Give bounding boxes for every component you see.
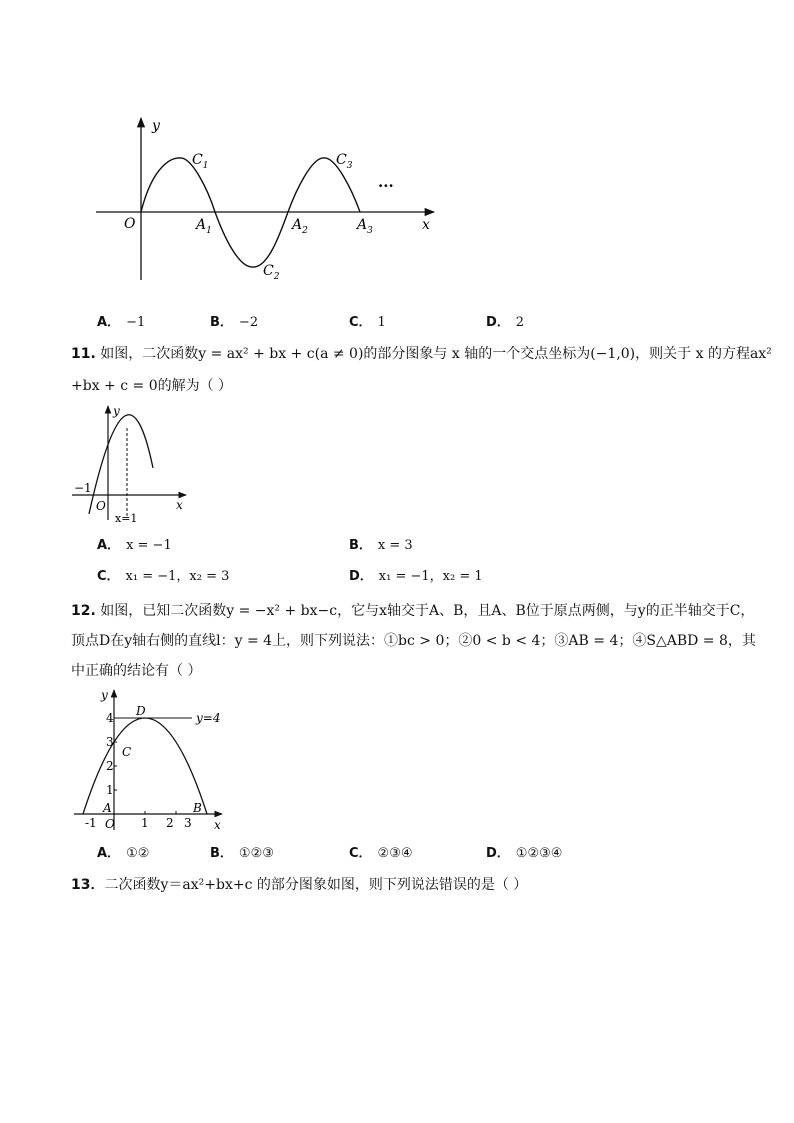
q12-stem-line1: 12. 如图，已知二次函数y = −x² + bx−c，它与x轴交于A、B，且A、B位于原点两侧，与y的正半轴交于C， <box>71 603 755 619</box>
q11-axis-y-label: y <box>113 404 120 418</box>
q12-ytick-label-4: 4 <box>106 711 114 725</box>
q10-ellipsis: ... <box>378 173 394 191</box>
q10-option-b[interactable]: B． −2 <box>210 315 259 330</box>
q12-point-a: A <box>103 801 112 815</box>
q10-option-c[interactable]: C． 1 <box>349 315 386 330</box>
q12-option-a[interactable]: A． ①② <box>97 846 150 861</box>
q12-point-b: B <box>193 801 202 815</box>
q12-xtick-label-3: 3 <box>184 816 192 830</box>
q10-label-a3: $A_3$ <box>357 217 373 236</box>
q12-parabola <box>83 718 207 814</box>
q11-graph <box>70 400 195 525</box>
q12-origin-label: O <box>105 817 115 831</box>
q12-xtick-label-2: 2 <box>166 816 174 830</box>
q12-axis-x-label: x <box>214 818 221 832</box>
q10-label-c3: $C_3$ <box>336 152 353 171</box>
q12-option-d[interactable]: D． ①②③④ <box>486 846 563 861</box>
q12-graph <box>70 684 230 832</box>
q11-stem-line1: 11. 如图，二次函数y = ax² + bx + c(a ≠ 0)的部分图象与 x 轴的一个交点坐标为(−1,0)，则关于 x 的方程ax² <box>71 346 772 362</box>
q12-stem-line3: 中正确的结论有（ ） <box>71 663 202 679</box>
q11-option-c[interactable]: C． x₁ = −1，x₂ = 3 <box>97 569 230 584</box>
q10-axis-y-label: y <box>152 118 160 134</box>
q11-origin-label: O <box>96 499 106 513</box>
q10-label-c2: $C_2$ <box>263 263 280 282</box>
q11-option-a[interactable]: A． x = −1 <box>97 538 172 553</box>
q11-axis-line-label: x=1 <box>115 512 138 525</box>
q10-label-a1: $A_1$ <box>196 217 212 236</box>
q12-option-b[interactable]: B． ①②③ <box>210 846 274 861</box>
q10-graph <box>90 112 450 292</box>
q12-xtick-label-neg1: -1 <box>85 816 97 830</box>
q10-label-a2: $A_2$ <box>292 217 308 236</box>
q13-stem-line1: 13．二次函数y＝ax²+bx+c 的部分图象如图，则下列说法错误的是（ ） <box>71 877 528 893</box>
q11-axis-x-label: x <box>176 498 183 512</box>
q12-ytick-label-3: 3 <box>106 735 114 749</box>
q10-origin-label: O <box>124 216 136 232</box>
q10-option-d[interactable]: D． 2 <box>486 315 525 330</box>
q11-option-b[interactable]: B． x = 3 <box>349 538 413 553</box>
q11-neg1-label: −1 <box>74 481 92 495</box>
q12-point-d: D <box>136 704 146 718</box>
q12-line-label: y=4 <box>196 711 221 725</box>
q12-xtick-label-1: 1 <box>141 816 149 830</box>
q11-stem-line2: +bx + c = 0的解为（ ） <box>71 378 233 394</box>
q12-ytick-label-1: 1 <box>106 783 114 797</box>
q10-label-c1: $C_1$ <box>192 152 209 171</box>
q10-option-a[interactable]: A． −1 <box>97 315 146 330</box>
q12-axis-y-label: y <box>101 688 108 702</box>
q11-option-d[interactable]: D． x₁ = −1，x₂ = 1 <box>349 569 483 584</box>
q12-ytick-label-2: 2 <box>106 759 114 773</box>
q12-point-c: C <box>122 745 132 759</box>
q12-stem-line2: 顶点D在y轴右侧的直线l：y = 4上，则下列说法：①bc > 0；②0 < b < 4；③AB = 4；④S△ABD = 8，其 <box>71 633 756 649</box>
q12-option-c[interactable]: C． ②③④ <box>349 846 413 861</box>
q10-axis-x-label: x <box>422 217 430 233</box>
